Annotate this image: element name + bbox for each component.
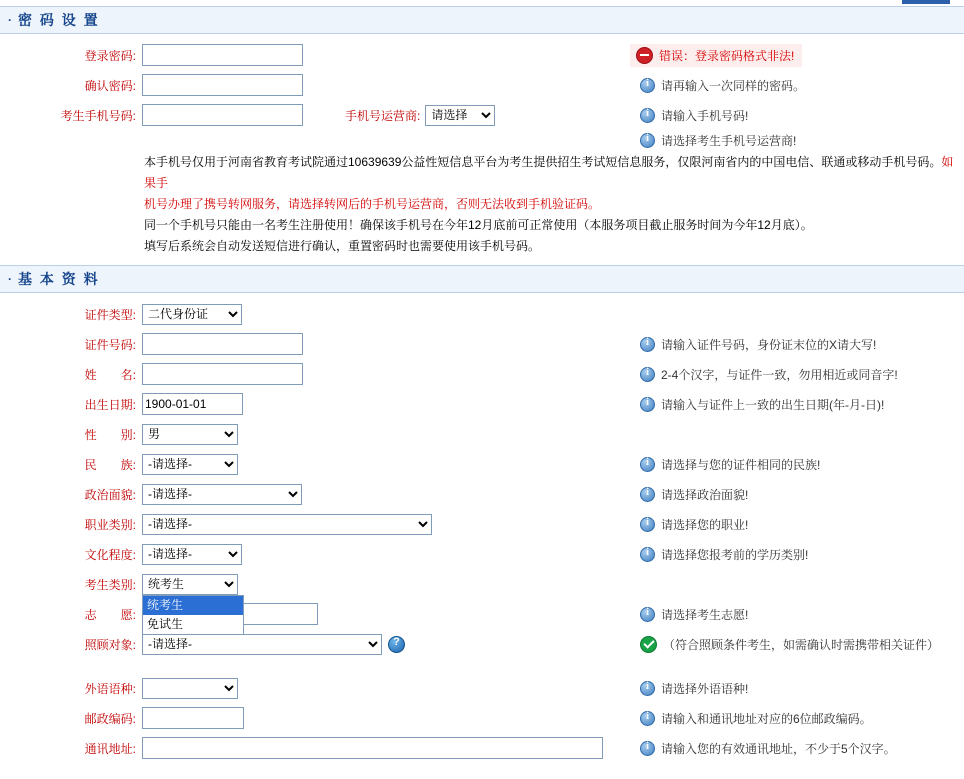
candidate-type-option-0[interactable]: 统考生 bbox=[143, 596, 243, 615]
id-type-select[interactable] bbox=[142, 304, 242, 325]
field-nation bbox=[142, 454, 238, 475]
row-foreign-language bbox=[0, 673, 964, 703]
help-icon[interactable] bbox=[388, 636, 405, 653]
row-education bbox=[0, 539, 964, 569]
hint-occupation bbox=[640, 516, 748, 533]
hint-care-object bbox=[640, 636, 939, 653]
label-postal-code: 邮政编码: bbox=[84, 711, 136, 726]
row-mobile bbox=[0, 100, 964, 130]
field-political-status bbox=[142, 484, 302, 505]
error-banner-login-password bbox=[630, 44, 802, 67]
hint-aspiration bbox=[640, 606, 748, 623]
field-address bbox=[142, 737, 603, 759]
field-name bbox=[142, 363, 303, 385]
candidate-type-dropdown-list[interactable] bbox=[142, 595, 244, 635]
basic-section-body bbox=[0, 293, 964, 763]
field-care-object bbox=[142, 634, 405, 655]
hint-birth-date bbox=[640, 396, 884, 413]
label-political-status: 政治面貌: bbox=[84, 487, 136, 502]
field-candidate-type bbox=[142, 574, 238, 631]
label-login-password: 登录密码: bbox=[84, 48, 136, 63]
foreign-language-select[interactable] bbox=[142, 678, 238, 699]
info-icon bbox=[640, 397, 655, 412]
hint-operator bbox=[640, 132, 796, 149]
row-id-number bbox=[0, 329, 964, 359]
info-icon bbox=[640, 108, 655, 123]
label-name: 姓 名: bbox=[84, 367, 136, 382]
label-care-object: 照顾对象: bbox=[84, 637, 136, 652]
postal-code-input[interactable] bbox=[142, 707, 244, 729]
field-login-password bbox=[142, 44, 303, 66]
care-object-select[interactable] bbox=[142, 634, 382, 655]
notes-block bbox=[0, 152, 964, 257]
hint-text-care-object: （符合照顾条件考生，如需确认时需携带相关证件） bbox=[663, 637, 940, 652]
label-foreign-language: 外语语种: bbox=[84, 681, 136, 696]
hint-text-mobile: 请输入手机号码! bbox=[661, 108, 749, 123]
info-icon bbox=[640, 547, 655, 562]
field-foreign-language bbox=[142, 678, 238, 699]
label-occupation: 职业类别: bbox=[84, 517, 136, 532]
note-line-4 bbox=[144, 236, 954, 257]
label-gender: 性 别: bbox=[84, 427, 136, 442]
section-bullet-icon: · bbox=[8, 272, 12, 286]
label-operator: 手机号运营商: bbox=[345, 108, 421, 123]
section-header-basic bbox=[0, 265, 964, 293]
confirm-password-input[interactable] bbox=[142, 74, 303, 96]
password-section-body bbox=[0, 34, 964, 257]
hint-text-id-number: 请输入证件号码，身份证末位的X请大写! bbox=[661, 337, 877, 352]
row-postal-code bbox=[0, 703, 964, 733]
mobile-input[interactable] bbox=[142, 104, 303, 126]
success-icon bbox=[640, 636, 657, 653]
hint-id-number bbox=[640, 336, 876, 353]
error-text-login-password: 错误：登录密码格式非法! bbox=[659, 48, 795, 63]
row-id-type bbox=[0, 299, 964, 329]
label-birth-date: 出生日期: bbox=[84, 397, 136, 412]
label-id-number: 证件号码: bbox=[84, 337, 136, 352]
address-input[interactable] bbox=[142, 737, 603, 759]
info-icon bbox=[640, 457, 655, 472]
hint-text-nation: 请选择与您的证件相同的民族! bbox=[661, 457, 821, 472]
info-icon bbox=[640, 711, 655, 726]
nation-select[interactable] bbox=[142, 454, 238, 475]
hint-political-status bbox=[640, 486, 748, 503]
hint-login-password bbox=[630, 44, 802, 67]
note-line-2 bbox=[144, 194, 954, 215]
candidate-type-option-1[interactable]: 免试生 bbox=[147, 616, 184, 631]
info-icon bbox=[640, 681, 655, 696]
error-icon bbox=[636, 47, 653, 64]
field-id-type bbox=[142, 304, 242, 325]
row-gender bbox=[0, 419, 964, 449]
info-icon bbox=[640, 367, 655, 382]
hint-text-aspiration: 请选择考生志愿! bbox=[661, 607, 749, 622]
row-occupation bbox=[0, 509, 964, 539]
field-confirm-password bbox=[142, 74, 303, 96]
hint-foreign-language bbox=[640, 680, 748, 697]
field-birth-date bbox=[142, 393, 243, 415]
label-confirm-password: 确认密码: bbox=[84, 78, 136, 93]
login-password-input[interactable] bbox=[142, 44, 303, 66]
note-line-1-black: 本手机号仅用于河南省教育考试院通过10639639公益性短信息平台为考生提供招生考试短信息服务，仅限河南省内的中国电信、联通或移动手机号码。 bbox=[144, 155, 942, 169]
row-nation bbox=[0, 449, 964, 479]
id-number-input[interactable] bbox=[142, 333, 303, 355]
row-address bbox=[0, 733, 964, 763]
hint-text-operator: 请选择考生手机号运营商! bbox=[661, 134, 797, 148]
note-line-4-black: 填写后系统会自动发送短信进行确认，重置密码时也需要使用该手机号码。 bbox=[144, 239, 541, 253]
info-icon bbox=[640, 337, 655, 352]
label-education: 文化程度: bbox=[84, 547, 136, 562]
hint-text-address: 请输入您的有效通讯地址，不少于5个汉字。 bbox=[661, 741, 896, 756]
hint-postal-code bbox=[640, 710, 872, 727]
label-address: 通讯地址: bbox=[84, 741, 136, 756]
row-political-status bbox=[0, 479, 964, 509]
field-postal-code bbox=[142, 707, 244, 729]
label-id-type: 证件类型: bbox=[84, 307, 136, 322]
note-line-1-red: 如果手 bbox=[144, 155, 954, 190]
operator-select[interactable] bbox=[425, 105, 495, 126]
section-header-password bbox=[0, 6, 964, 34]
hint-text-occupation: 请选择您的职业! bbox=[661, 517, 749, 532]
candidate-type-select[interactable] bbox=[142, 574, 238, 595]
note-line-3-black: 同一个手机号只能由一名考生注册使用！确保该手机号在今年12月底前可正常使用（本服务项目截止服务时间为今年12月底）。 bbox=[144, 218, 813, 232]
label-aspiration: 志 愿: bbox=[84, 607, 136, 622]
field-occupation bbox=[142, 514, 432, 535]
hint-text-postal-code: 请输入和通讯地址对应的6位邮政编码。 bbox=[661, 711, 872, 726]
hint-confirm-password bbox=[640, 77, 805, 94]
note-line-3 bbox=[144, 215, 954, 236]
label-nation: 民 族: bbox=[84, 457, 136, 472]
label-candidate-type: 考生类别: bbox=[84, 577, 136, 592]
row-operator-hint bbox=[0, 130, 964, 152]
hint-text-name: 2-4个汉字，与证件一致，勿用相近或同音字! bbox=[661, 367, 898, 382]
row-name bbox=[0, 359, 964, 389]
field-id-number bbox=[142, 333, 303, 355]
gender-select[interactable] bbox=[142, 424, 238, 445]
row-birth-date bbox=[0, 389, 964, 419]
field-gender bbox=[142, 424, 238, 445]
hint-nation bbox=[640, 456, 820, 473]
info-icon bbox=[640, 133, 655, 148]
hint-address bbox=[640, 740, 896, 757]
section-title-password: 密 码 设 置 bbox=[18, 12, 100, 28]
section-title-basic: 基 本 资 料 bbox=[18, 271, 100, 287]
occupation-select[interactable] bbox=[142, 514, 432, 535]
note-line-1 bbox=[144, 152, 954, 194]
hint-text-foreign-language: 请选择外语语种! bbox=[661, 681, 749, 696]
info-icon bbox=[640, 517, 655, 532]
row-spacer bbox=[0, 659, 964, 673]
field-mobile bbox=[142, 104, 495, 126]
field-education bbox=[142, 544, 242, 565]
info-icon bbox=[640, 487, 655, 502]
blue-accent-bar bbox=[902, 0, 950, 4]
info-icon bbox=[640, 78, 655, 93]
hint-text-education: 请选择您报考前的学历类别! bbox=[661, 547, 809, 562]
info-icon bbox=[640, 607, 655, 622]
row-confirm-password bbox=[0, 70, 964, 100]
hint-education bbox=[640, 546, 808, 563]
row-login-password bbox=[0, 40, 964, 70]
political-status-select[interactable] bbox=[142, 484, 302, 505]
label-mobile: 考生手机号码: bbox=[60, 108, 136, 123]
education-select[interactable] bbox=[142, 544, 242, 565]
hint-mobile bbox=[640, 107, 748, 124]
section-bullet-icon: · bbox=[8, 13, 12, 27]
hint-text-political-status: 请选择政治面貌! bbox=[661, 487, 749, 502]
hint-text-birth-date: 请输入与证件上一致的出生日期(年-月-日)! bbox=[661, 397, 885, 412]
hint-text-confirm-password: 请再输入一次同样的密码。 bbox=[661, 78, 806, 93]
note-line-2-red: 机号办理了携号转网服务，请选择转网后的手机号运营商，否则无法收到手机验证码。 bbox=[144, 197, 601, 211]
info-icon bbox=[640, 741, 655, 756]
hint-name bbox=[640, 366, 898, 383]
birth-date-input[interactable] bbox=[142, 393, 243, 415]
name-input[interactable] bbox=[142, 363, 303, 385]
